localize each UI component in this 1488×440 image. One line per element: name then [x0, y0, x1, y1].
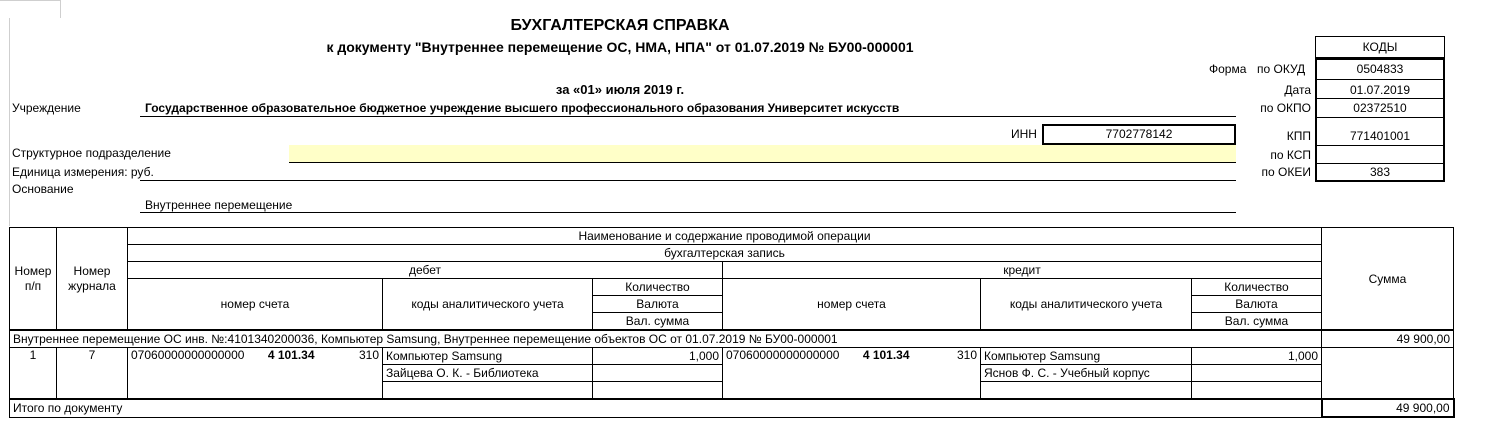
header-debit-account: номер счета [128, 279, 383, 331]
group-sum: 49 900,00 [1322, 330, 1454, 348]
header-sum: Сумма [1322, 228, 1454, 331]
row-sum [1322, 348, 1454, 400]
row-debit-analytic-1: Компьютер Samsung [383, 348, 593, 365]
row-debit-currency [593, 365, 723, 382]
group-text: Внутреннее перемещение ОС инв. №:4101340200036, Компьютер Samsung, Внутреннее перемещение объектов ОС от 01.07.2019 № БУ00-000001 [10, 330, 1322, 348]
header-debit-cursum: Вал. сумма [593, 313, 723, 331]
document-subtitle: к документу "Внутреннее перемещение ОС, НМА, НПА" от 01.07.2019 № БУ00-000001 [326, 39, 914, 55]
basis-value: Внутреннее перемещение [145, 198, 293, 212]
row-debit-qty: 1,000 [593, 348, 723, 365]
header-credit-qty: Количество [1192, 279, 1322, 296]
group-row[interactable] [10, 330, 1454, 348]
okei-value: 383 [1369, 165, 1391, 179]
header-debit-analytic: коды аналитического учета [383, 279, 593, 331]
institution-value: Государственное образовательное бюджетное учреждение высшего профессионального образования Университет искусств [145, 101, 900, 115]
header-credit-analytic: коды аналитического учета [981, 279, 1192, 331]
okud-label: по ОКУД [1257, 62, 1306, 76]
header-credit: кредит [723, 262, 1322, 279]
header-num: Номер п/п [10, 228, 57, 331]
header-operation: Наименование и содержание проводимой операции [128, 228, 1322, 245]
basis-label: Основание [12, 182, 74, 196]
struct-label: Структурное подразделение [12, 146, 171, 160]
okud-value: 0504833 [1356, 62, 1404, 76]
row-credit-account: 07060000000000000 4 101.34 310 [723, 348, 981, 400]
document-title: БУХГАЛТЕРСКАЯ СПРАВКА [510, 17, 730, 34]
kpp-value: 771401001 [1349, 129, 1411, 143]
row-credit-analytic-3 [981, 382, 1192, 400]
struct-field[interactable] [289, 145, 1236, 162]
header-debit-qty: Количество [593, 279, 723, 296]
row-credit-currency [1192, 365, 1322, 382]
okpo-value: 02372510 [1353, 101, 1407, 115]
date-label: Дата [1284, 83, 1311, 97]
institution-label: Учреждение [12, 101, 81, 115]
header-journal: Номер журнала [57, 228, 128, 331]
row-debit-analytic-2: Зайцева О. К. - Библиотека [383, 365, 593, 382]
header-debit-currency: Валюта [593, 296, 723, 313]
inn-label: ИНН [1011, 127, 1037, 141]
total-row[interactable] [10, 399, 1454, 417]
row-debit-analytic-3 [383, 382, 593, 400]
header-debit: дебет [128, 262, 723, 279]
ksp-label: по КСП [1270, 148, 1311, 162]
unit-label: Единица измерения: руб. [12, 165, 154, 179]
row-debit-account: 07060000000000000 4 101.34 310 [128, 348, 383, 400]
okpo-label: по ОКПО [1260, 101, 1311, 115]
row-journal: 7 [57, 348, 128, 400]
row-num: 1 [10, 348, 57, 400]
row-credit-analytic-1: Компьютер Samsung [981, 348, 1192, 365]
row-credit-cursum [1192, 382, 1322, 400]
row-debit-cursum [593, 382, 723, 400]
codes-header: КОДЫ [1362, 40, 1398, 54]
forma-label: Форма [1209, 62, 1247, 76]
header-credit-cursum: Вал. сумма [1192, 313, 1322, 331]
okei-label: по ОКЕИ [1261, 165, 1311, 179]
document-date-line: за «01» июля 2019 г. [555, 82, 685, 97]
row-credit-qty: 1,000 [1192, 348, 1322, 365]
header-credit-account: номер счета [723, 279, 981, 331]
row-credit-analytic-2: Яснов Ф. С. - Учебный корпус [981, 365, 1192, 382]
total-sum: 49 900,00 [1322, 399, 1454, 417]
table-row[interactable] [10, 348, 1454, 365]
operations-table [9, 227, 1455, 418]
header-entry: бухгалтерская запись [128, 245, 1322, 262]
date-value: 01.07.2019 [1349, 83, 1411, 97]
inn-value: 7702778142 [1105, 127, 1173, 141]
header-credit-currency: Валюта [1192, 296, 1322, 313]
total-label: Итого по документу [10, 399, 1322, 417]
kpp-label: КПП [1286, 129, 1311, 143]
